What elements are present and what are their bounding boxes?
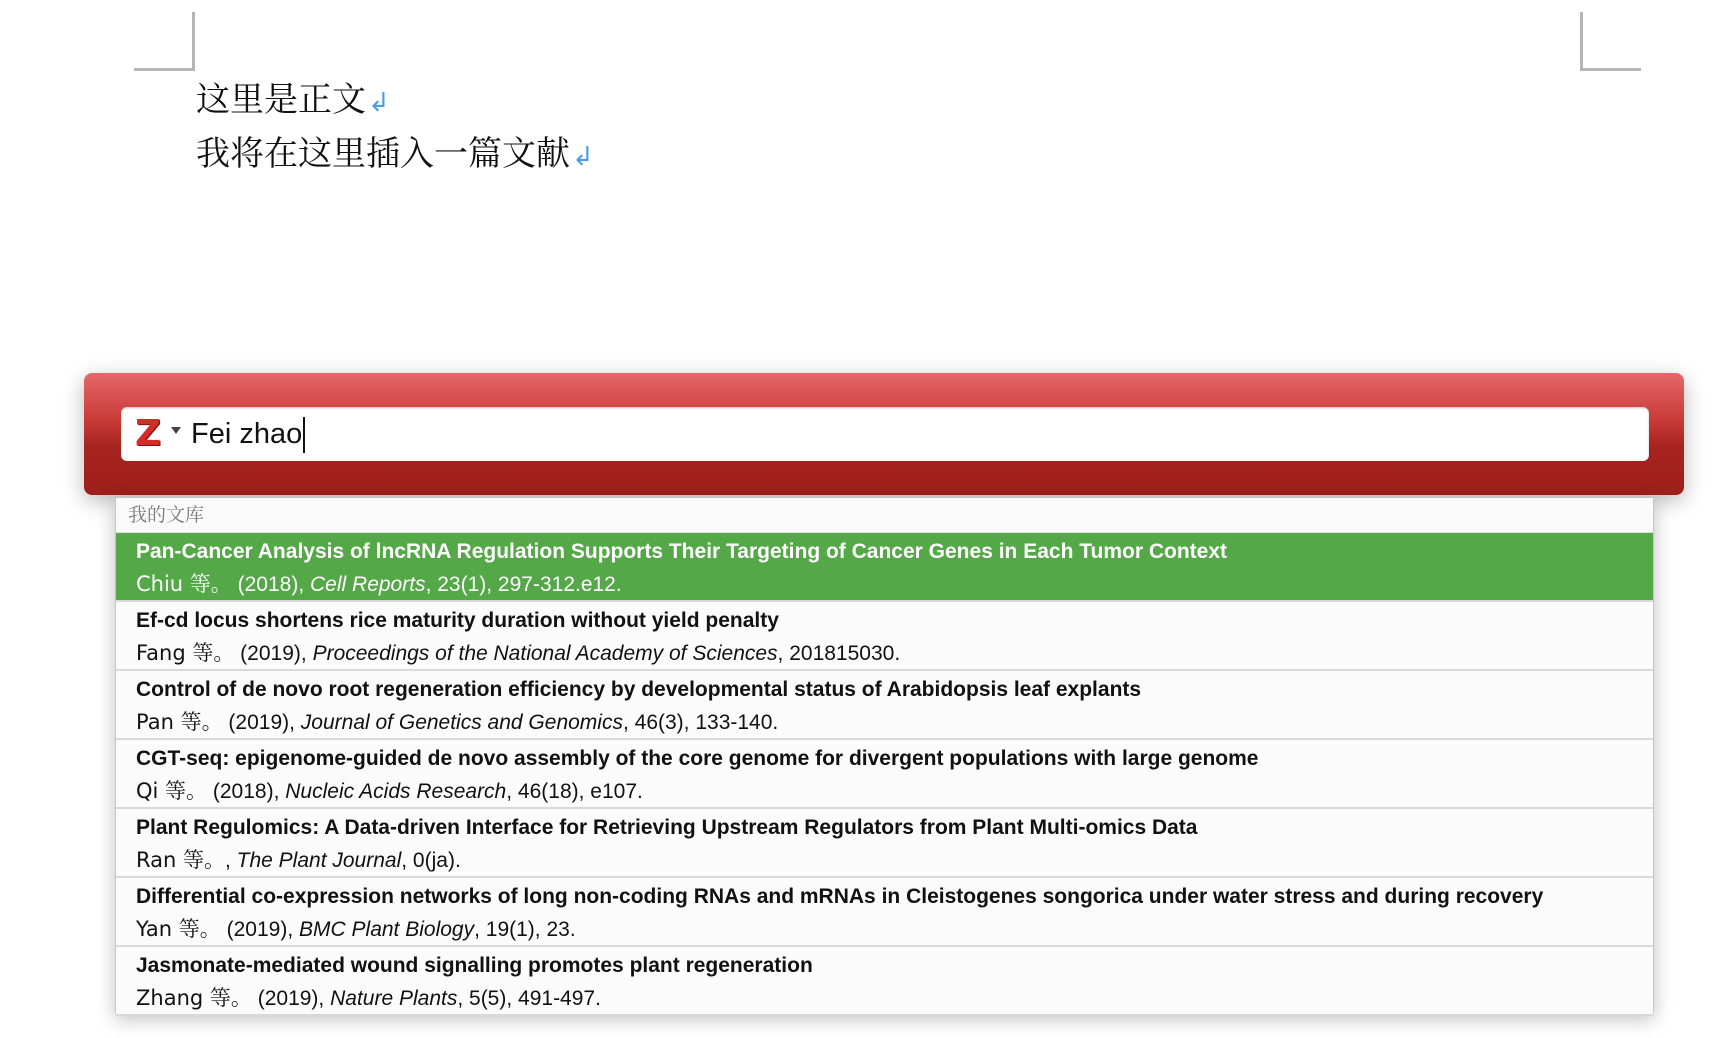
document-line[interactable] (196, 126, 594, 175)
citation-title: Ef-cd locus shortens rice maturity duration without yield penalty (136, 609, 779, 632)
citation-authors: Chiu 等。 (136, 572, 232, 596)
citation-year: (2018), (207, 780, 286, 803)
citation-result-item[interactable] (116, 878, 1653, 947)
citation-search-input[interactable] (191, 407, 1631, 461)
citation-journal: Cell Reports (310, 573, 426, 596)
citation-authors: Ran 等。 (136, 848, 225, 872)
search-query-text: Fei zhao (191, 418, 303, 450)
citation-year: (2019), (251, 987, 331, 1010)
document-line-text: 我将在这里插入一篇文献 (196, 134, 570, 174)
citation-year: (2019), (234, 642, 313, 665)
citation-authors: Zhang 等。 (136, 986, 252, 1010)
citation-meta (136, 706, 778, 736)
paragraph-mark-icon: ↲ (368, 88, 390, 118)
page-corner-mark-right (1580, 12, 1641, 71)
document-line[interactable] (196, 72, 390, 121)
citation-details: , 46(18), e107. (506, 780, 643, 803)
citation-journal: BMC Plant Biology (299, 918, 475, 941)
citation-title: Plant Regulomics: A Data-driven Interface for Retrieving Upstream Regulators from Plant Multi-omics Data (136, 816, 1198, 839)
citation-result-item[interactable] (116, 602, 1653, 671)
page-corner-mark-left (134, 12, 195, 71)
citation-title: Differential co-expression networks of long non-coding RNAs and mRNAs in Cleistogenes songorica under water stress and during recovery (136, 885, 1544, 908)
citation-meta (136, 775, 643, 805)
citation-authors: Pan 等。 (136, 710, 223, 734)
citation-meta (136, 637, 900, 667)
citation-meta (136, 982, 601, 1012)
library-section-header: 我的文库 (116, 498, 1653, 533)
citation-journal: Nucleic Acids Research (285, 780, 507, 803)
citation-details: , 5(5), 491-497. (457, 987, 601, 1010)
citation-details: , 0(ja). (401, 849, 461, 872)
citation-title: CGT-seq: epigenome-guided de novo assembly of the core genome for divergent populations with large genome (136, 747, 1259, 770)
citation-year: (2019), (220, 918, 300, 941)
citation-details: , 19(1), 23. (474, 918, 576, 941)
citation-authors: Qi 等。 (136, 779, 208, 803)
citation-journal: The Plant Journal (236, 849, 402, 872)
citation-authors: Fang 等。 (136, 641, 235, 665)
text-caret (303, 417, 305, 453)
citation-result-item[interactable] (116, 947, 1653, 1016)
paragraph-mark-icon: ↲ (572, 142, 594, 172)
citation-year: (2019), (222, 711, 301, 734)
result-list (116, 533, 1653, 1016)
zotero-logo-icon[interactable]: Z (135, 413, 162, 454)
citation-result-item[interactable] (116, 809, 1653, 878)
citation-meta (136, 568, 622, 598)
citation-title: Control of de novo root regeneration efficiency by developmental status of Arabidopsis leaf explants (136, 678, 1142, 701)
citation-journal: Proceedings of the National Academy of Sciences (312, 642, 778, 665)
citation-journal: Nature Plants (330, 987, 458, 1010)
citation-title: Pan-Cancer Analysis of lncRNA Regulation Supports Their Targeting of Cancer Genes in Each Tumor Context (136, 540, 1227, 563)
citation-details: , 46(3), 133-140. (622, 711, 779, 734)
citation-results-dropdown (115, 497, 1654, 1013)
citation-year: , (224, 849, 237, 872)
citation-meta (136, 913, 576, 943)
citation-year: (2018), (231, 573, 311, 596)
citation-result-item[interactable] (116, 533, 1653, 602)
citation-details: , 201815030. (777, 642, 901, 665)
citation-details: , 23(1), 297-312.e12. (425, 573, 622, 596)
citation-result-item[interactable] (116, 671, 1653, 740)
citation-title: Jasmonate-mediated wound signalling promotes plant regeneration (136, 954, 813, 977)
document-line-text: 这里是正文 (196, 80, 366, 120)
citation-result-item[interactable] (116, 740, 1653, 809)
citation-authors: Yan 等。 (136, 917, 221, 941)
zotero-quick-format-bar (84, 373, 1684, 495)
citation-search-field[interactable] (121, 407, 1649, 461)
dropdown-arrow-icon[interactable] (171, 427, 181, 434)
citation-meta (136, 844, 461, 874)
citation-journal: Journal of Genetics and Genomics (300, 711, 623, 734)
